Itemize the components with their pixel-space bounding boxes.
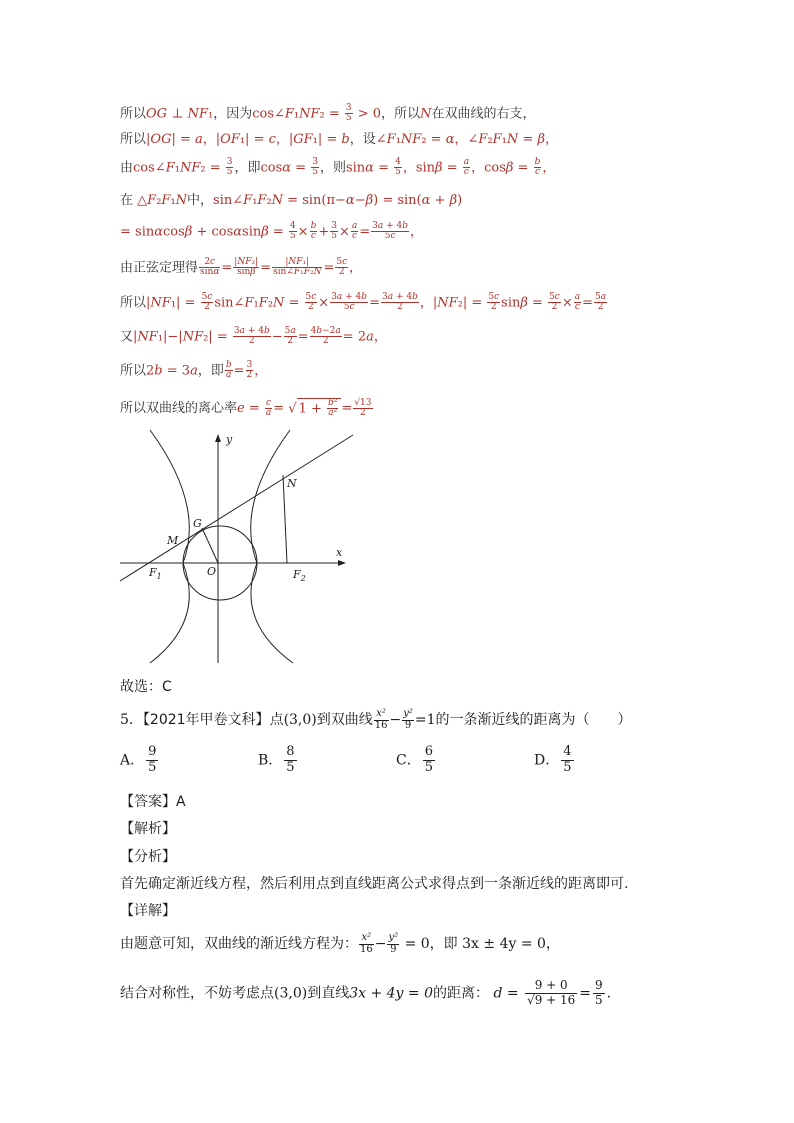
- solution-line-5: = sinαcosβ + cosαsinβ = $\frac{4}{5}$ × $\frac{b}{c}$ + $\frac{3}{5}$ × $\frac{a}{c}$ = $\frac{3a + 4b}{5c}$ ，: [120, 221, 424, 242]
- option-d: D． $\frac{4}{5}$: [534, 744, 572, 775]
- label-F1: $F_1$: [149, 566, 162, 581]
- label-y: y: [226, 433, 233, 446]
- tangent-line: [120, 435, 353, 581]
- label-x: x: [336, 546, 343, 559]
- label-F2: $F_2$: [293, 568, 306, 583]
- solution-line-3: 由cos∠F₁NF₂ = $\frac{3}{5}$ ，即cosα = $\frac{3}{5}$ ，则sinα = $\frac{4}{5}$ ，sinβ = $\frac{a}{c}$ ，cosβ = $\frac{b}{c}$ ，: [120, 157, 556, 178]
- label-M: M: [167, 534, 179, 547]
- previous-answer: 故选：C: [120, 679, 172, 695]
- solution-line-2: 所以|OG| = a，|OF₁| = c，|GF₁| = b，设∠F₁NF₂ = α，∠F₂F₁N = β，: [120, 132, 558, 147]
- analysis-tag: 【解析】: [120, 821, 176, 837]
- solution-line-8: 又|NF₁|−|NF₂| = $\frac{3a + 4b}{2}$ − $\frac{5a}{2}$ = $\frac{4b-2a}{2}$ = 2a，: [120, 326, 387, 347]
- option-c: C． $\frac{6}{5}$: [396, 744, 433, 775]
- option-a: A． $\frac{9}{5}$: [120, 744, 157, 775]
- question-5-stem: 5．【2021年甲卷文科】点(3,0)到双曲线 $\frac{\text{x²}}{16}$ − $\frac{\text{y²}}{9}$ =1的一条渐近线的距离为（ ）: [120, 708, 632, 731]
- answer-tag: 【答案】A: [120, 794, 186, 810]
- option-b: B． $\frac{8}{5}$: [258, 744, 295, 775]
- solution-line-1: 所以OG ⊥ NF₁，因为cos∠F₁NF₂ = $\frac{3}{5}$ > 0，所以N在双曲线的右支，: [120, 103, 536, 124]
- solution-line-7: 所以|NF₁| = $\frac{5c}{2}$ sin∠F₁F₂N = $\frac{5c}{2}$ × $\frac{3a + 4b}{5c}$ = $\frac{3a + 4b}{2}$ ，|NF₂| = $\frac{5c}{2}$ sinβ = $\frac{5c}{2}$ × $\frac{a}{c}$ = $\frac{5a}{2}$: [120, 292, 607, 313]
- label-N: N: [287, 477, 297, 490]
- x-axis-arrow: [338, 560, 346, 566]
- fenxi-tag: 【分析】: [120, 849, 176, 865]
- label-G: G: [193, 517, 202, 530]
- label-O: O: [207, 565, 217, 578]
- solution-line-9: 所以2b = 3a，即 $\frac{b}{a}$ = $\frac{3}{2}$ ，: [120, 360, 268, 381]
- fenxi-text: 首先确定渐近线方程，然后利用点到直线距离公式求得点到一条渐近线的距离即可.: [120, 876, 629, 892]
- detail-line-1: 由题意可知，双曲线的渐近线方程为： $\frac{\text{x²}}{16}$ − $\frac{\text{y²}}{9}$ = 0，即 3x ± 4y = 0，: [120, 932, 560, 955]
- hyperbola-figure: [110, 425, 370, 670]
- detail-line-2: 结合对称性，不妨考虑点(3,0)到直线3x + 4y = 0的距离： d = $\frac{9 + 0}{√9 + 16}$ = $\frac{9}{5}$ .: [120, 978, 612, 1007]
- solution-line-10: 所以双曲线的离心率e = $\frac{c}{a}$ = √ 1 + $\frac{\text{b²}}{\text{a²}}$ = $\frac{√13}{2}$: [120, 397, 372, 419]
- detail-tag: 【详解】: [120, 903, 176, 919]
- solution-line-4: 在 △F₂F₁N中，sin∠F₁F₂N = sin(π−α−β) = sin(α + β): [120, 193, 463, 208]
- y-axis-arrow: [215, 434, 221, 442]
- segment-OG: [202, 528, 218, 563]
- solution-line-6: 由正弦定理得 $\frac{2c}{\sin\alpha}$ = $\frac{\text{|NF₂|}}{\sin\beta}$ = $\frac{\text{|NF₁|}}{\text{sin∠F₁F₂N}}$ = $\frac{5c}{2}$ ，: [120, 257, 363, 278]
